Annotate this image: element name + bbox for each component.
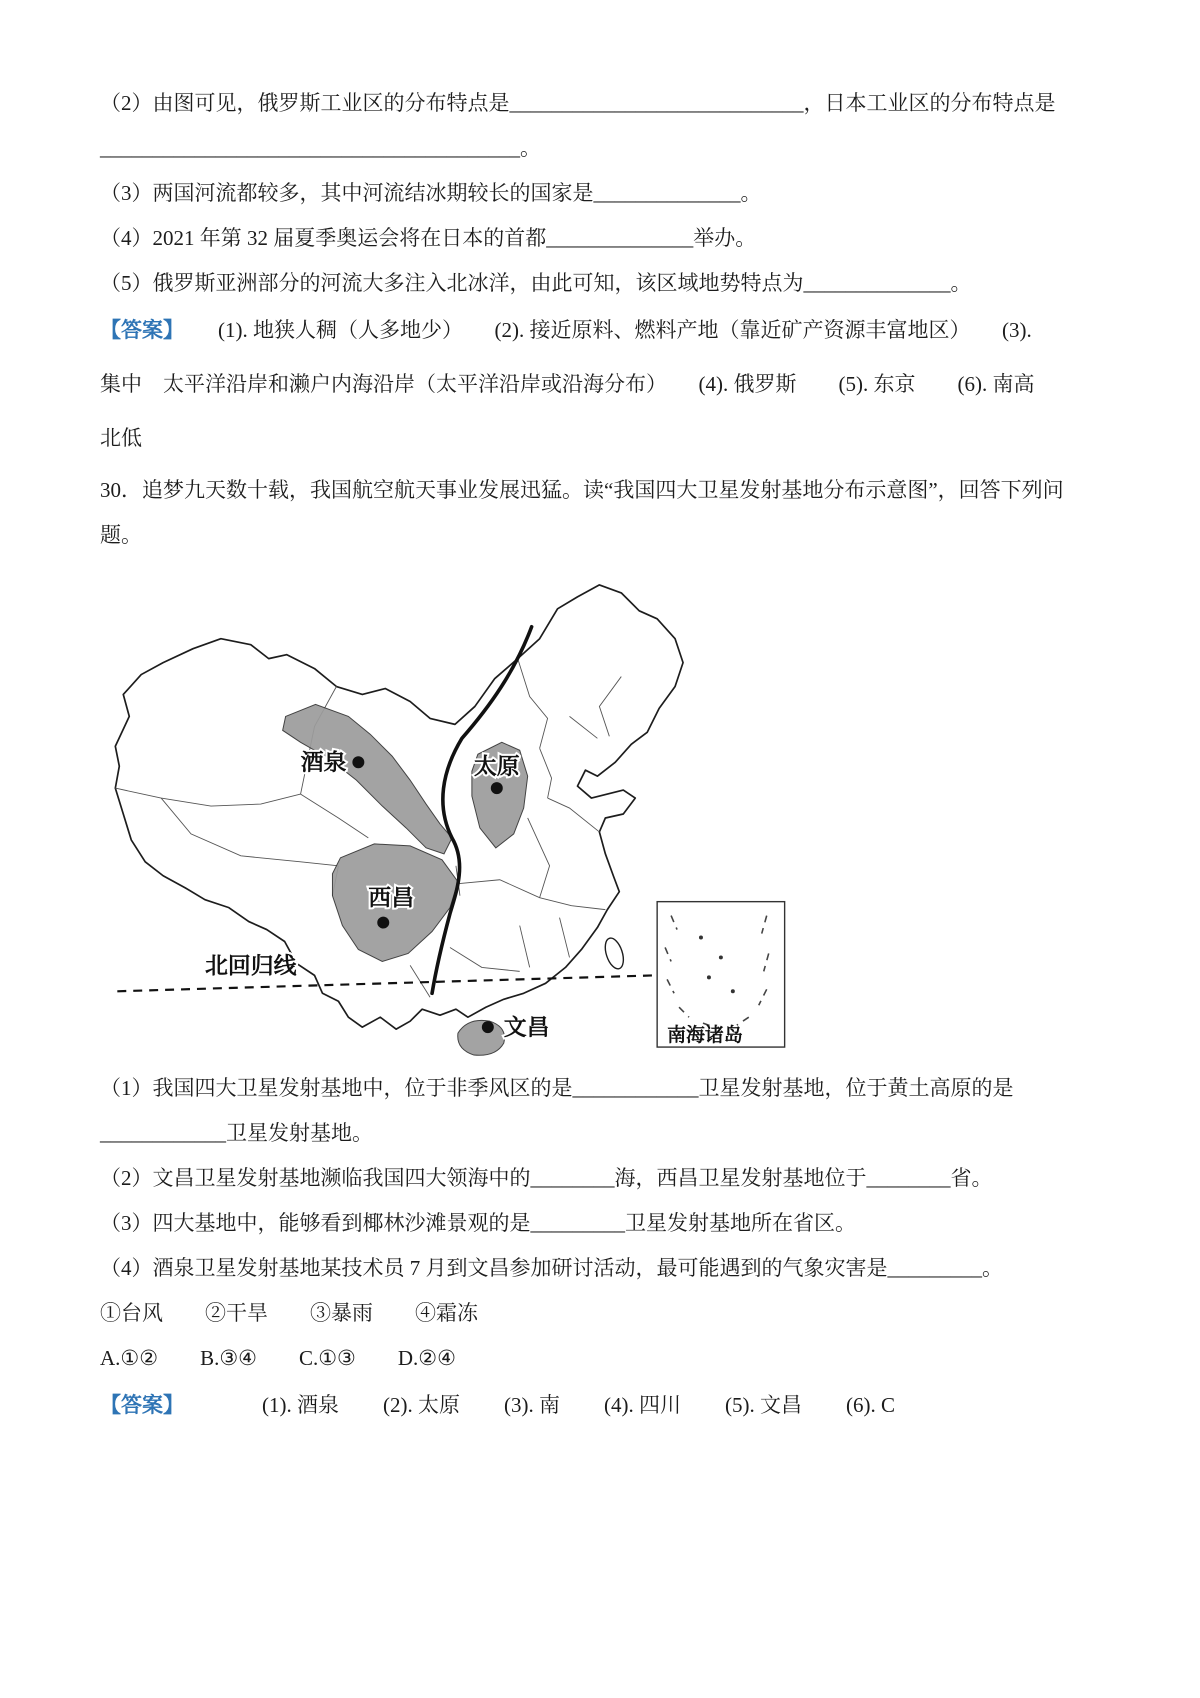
q29-answer-line1 <box>100 315 1104 345</box>
q29-part2-line1: （2）由图可见，俄罗斯工业区的分布特点是____________________________，日本工业区的分布特点是 <box>100 91 1056 115</box>
hainan-shaded-island <box>458 1020 505 1055</box>
china-satellite-map <box>100 567 1104 1065</box>
taiyuan-dot <box>491 782 503 794</box>
answer-item: (3). 南 <box>504 1393 560 1417</box>
q30-part1-line2: ____________卫星发射基地。 <box>100 1121 373 1145</box>
q30-answer-line <box>100 1390 1104 1420</box>
q29-part4: （4）2021 年第 32 届夏季奥运会将在日本的首都______________举办。 <box>100 226 757 250</box>
q29-part2-line2: ________________________________________。 <box>100 136 541 160</box>
q30-part1-line1: （1）我国四大卫星发射基地中，位于非季风区的是____________卫星发射基地，位于黄土高原的是 <box>100 1076 1014 1100</box>
q29-answer-line2: 集中 太平洋沿岸和濑户内海沿岸（太平洋沿岸或沿海分布） (4). 俄罗斯 (5). 东京 (6). 南高 <box>100 372 1035 396</box>
q30-part3: （3）四大基地中，能够看到椰林沙滩景观的是_________卫星发射基地所在省区。 <box>100 1211 856 1235</box>
answer-item: (6). C <box>846 1393 895 1417</box>
jiuquan-label: 酒泉 <box>300 749 347 776</box>
tropic-of-cancer-label: 北回归线 <box>204 952 297 979</box>
q29-answer-line1-text: (1). 地狭人稠（人多地少） (2). 接近原料、燃料产地（靠近矿产资源丰富地区） (3). <box>218 318 1032 342</box>
q29-part5: （5）俄罗斯亚洲部分的河流大多注入北冰洋，由此可知，该区域地势特点为______________。 <box>100 271 972 295</box>
q30-intro-line2: 题。 <box>100 523 142 547</box>
taiwan-island <box>602 936 627 971</box>
answer-item: (4). 四川 <box>604 1393 681 1417</box>
taiyuan-label: 太原 <box>473 753 520 780</box>
inset-islet <box>719 955 723 959</box>
wenchang-dot <box>482 1021 494 1033</box>
wenchang-label: 文昌 <box>503 1014 550 1041</box>
inset-label: 南海诸岛 <box>667 1025 743 1047</box>
answer-item: (5). 文昌 <box>725 1393 802 1417</box>
south-china-sea-inset <box>657 902 784 1047</box>
q30-options: ①台风 ②干旱 ③暴雨 ④霜冻 <box>100 1301 478 1325</box>
jiuquan-dot <box>352 756 364 768</box>
answer-marker: 【答案】 <box>100 1393 184 1417</box>
q29-answer-block <box>100 315 1104 453</box>
china-map-svg <box>100 567 790 1065</box>
q30-part2: （2）文昌卫星发射基地濒临我国四大领海中的________海，西昌卫星发射基地位于________省。 <box>100 1166 993 1190</box>
inset-islet <box>731 989 735 993</box>
q30-intro-line1: 30．追梦九天数十载，我国航空航天事业发展迅猛。读“我国四大卫星发射基地分布示意图”，回答下列问 <box>100 478 1064 502</box>
inset-islet <box>707 975 711 979</box>
q30-answer-block <box>100 1390 1104 1420</box>
q29-answer-line3: 北低 <box>100 426 142 450</box>
q30-part4: （4）酒泉卫星发射基地某技术员 7 月到文昌参加研讨活动，最可能遇到的气象灾害是_________。 <box>100 1256 1003 1280</box>
xichang-dot <box>377 917 389 929</box>
answer-item: (1). 酒泉 <box>262 1393 339 1417</box>
answer-item: (2). 太原 <box>383 1393 460 1417</box>
q29-part3: （3）两国河流都较多，其中河流结冰期较长的国家是______________。 <box>100 181 762 205</box>
xichang-label: 西昌 <box>368 884 415 911</box>
answer-marker: 【答案】 <box>100 318 184 342</box>
q30-choices: A.①② B.③④ C.①③ D.②④ <box>100 1346 456 1370</box>
inset-islet <box>699 936 703 940</box>
